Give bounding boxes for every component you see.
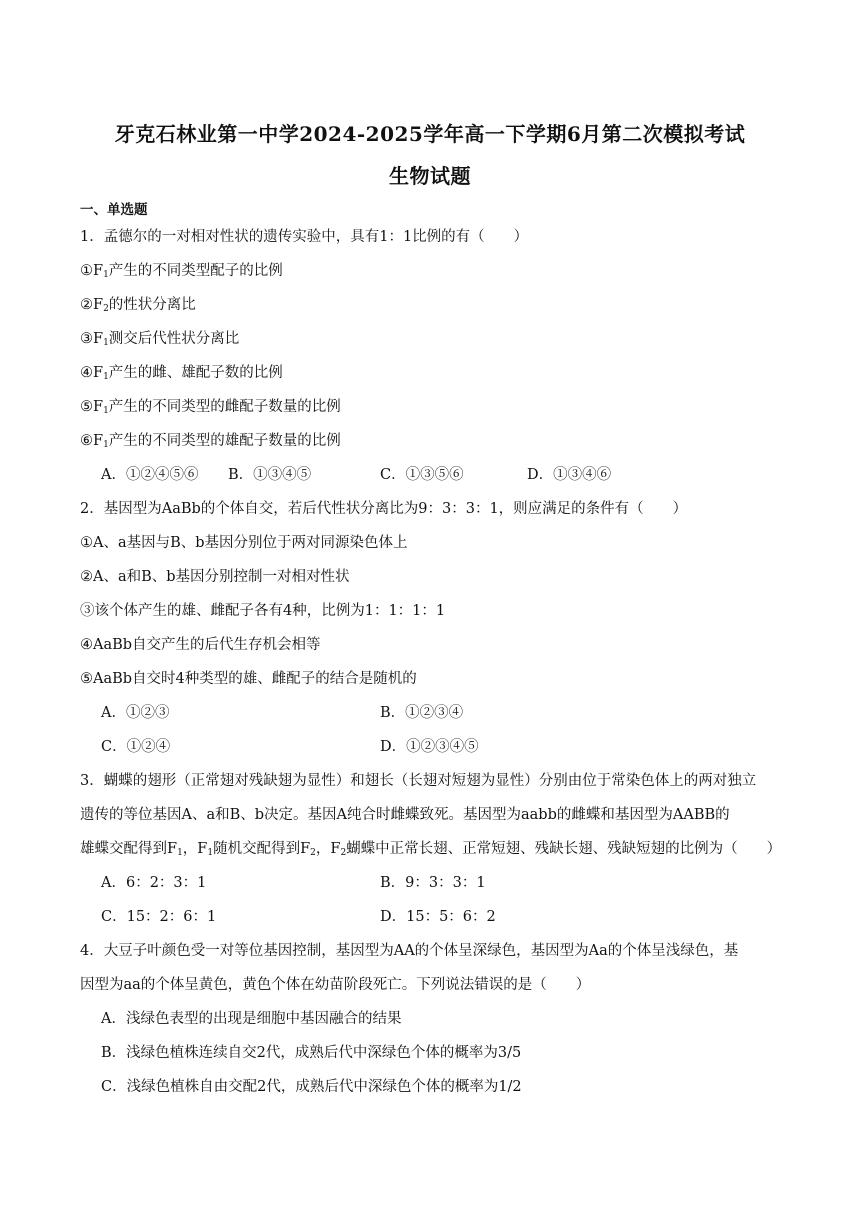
q2-item: ①A、a基因与B、b基因分别位于两对同源染色体上 bbox=[80, 535, 408, 551]
section-heading: 一、单选题 bbox=[80, 202, 148, 218]
q1-item: $②F_2$的性状分离比 bbox=[80, 297, 196, 314]
q2-item: ④AaBb自交产生的后代生存机会相等 bbox=[80, 637, 321, 653]
q2-item: ⑤AaBb自交时4种类型的雄、雌配子的结合是随机的 bbox=[80, 671, 417, 687]
q3-option-b[interactable]: B．9：3：3：1 bbox=[380, 875, 486, 891]
q3-stem-line3: 雄蝶交配得到$F_1$，$F_1$随机交配得到$F_2$，$F_2$蝴蝶中正常长翅、正常短翅、残缺长翅、残缺短翅的比例为（ ） bbox=[80, 841, 782, 858]
q1-option-a[interactable]: A．①②④⑤⑥ bbox=[101, 467, 199, 483]
q1-option-c[interactable]: C．①③⑤⑥ bbox=[380, 467, 464, 483]
q1-option-b[interactable]: B．①③④⑤ bbox=[228, 467, 312, 483]
q2-item: ③该个体产生的雄、雌配子各有4种，比例为1：1：1：1 bbox=[80, 603, 446, 619]
q4-option-c[interactable]: C．浅绿色植株自由交配2代，成熟后代中深绿色个体的概率为1/2 bbox=[101, 1079, 522, 1095]
q3-option-a[interactable]: A．6：2：3：1 bbox=[101, 875, 207, 891]
q1-item: $④F_1$产生的雌、雄配子数的比例 bbox=[80, 365, 283, 382]
q3-option-d[interactable]: D．15：5：6：2 bbox=[380, 909, 496, 925]
q2-option-d[interactable]: D．①②③④⑤ bbox=[380, 739, 479, 755]
q2-stem: 2．基因型为AaBb的个体自交，若后代性状分离比为9：3：3：1，则应满足的条件有（ ） bbox=[80, 501, 688, 517]
q1-option-d[interactable]: D．①③④⑥ bbox=[527, 467, 612, 483]
q1-item: $⑤F_1$产生的不同类型的雌配子数量的比例 bbox=[80, 399, 341, 416]
q4-stem-line1: 4．大豆子叶颜色受一对等位基因控制，基因型为AA的个体呈深绿色，基因型为Aa的个体呈浅绿色，基 bbox=[80, 943, 739, 959]
q1-item: $⑥F_1$产生的不同类型的雄配子数量的比例 bbox=[80, 433, 341, 450]
q4-option-b[interactable]: B．浅绿色植株连续自交2代，成熟后代中深绿色个体的概率为3/5 bbox=[101, 1045, 522, 1061]
q3-stem-line2: 遗传的等位基因A、a和B、b决定。基因A纯合时雌蝶致死。基因型为aabb的雌蝶和基因型为AABB的 bbox=[80, 807, 730, 823]
q3-stem-line1: 3．蝴蝶的翅形（正常翅对残缺翅为显性）和翅长（长翅对短翅为显性）分别由位于常染色体上的两对独立 bbox=[80, 773, 757, 789]
q4-option-a[interactable]: A．浅绿色表型的出现是细胞中基因融合的结果 bbox=[101, 1011, 402, 1027]
exam-title: 牙克石林业第一中学2024-2025学年高一下学期6月第二次模拟考试 bbox=[114, 122, 746, 146]
q2-option-b[interactable]: B．①②③④ bbox=[380, 705, 464, 721]
q1-item: $①F_1$产生的不同类型配子的比例 bbox=[80, 263, 283, 280]
q1-stem: 1．孟德尔的一对相对性状的遗传实验中，具有1：1比例的有（ ） bbox=[80, 229, 529, 245]
exam-subject: 生物试题 bbox=[389, 164, 471, 188]
q2-option-c[interactable]: C．①②④ bbox=[101, 739, 171, 755]
q4-stem-line2: 因型为aa的个体呈黄色，黄色个体在幼苗阶段死亡。下列说法错误的是（ ） bbox=[80, 977, 591, 993]
q2-item: ②A、a和B、b基因分别控制一对相对性状 bbox=[80, 569, 350, 585]
q1-item: $③F_1$测交后代性状分离比 bbox=[80, 331, 240, 348]
q3-option-c[interactable]: C．15：2：6：1 bbox=[101, 909, 217, 925]
q2-option-a[interactable]: A．①②③ bbox=[101, 705, 170, 721]
